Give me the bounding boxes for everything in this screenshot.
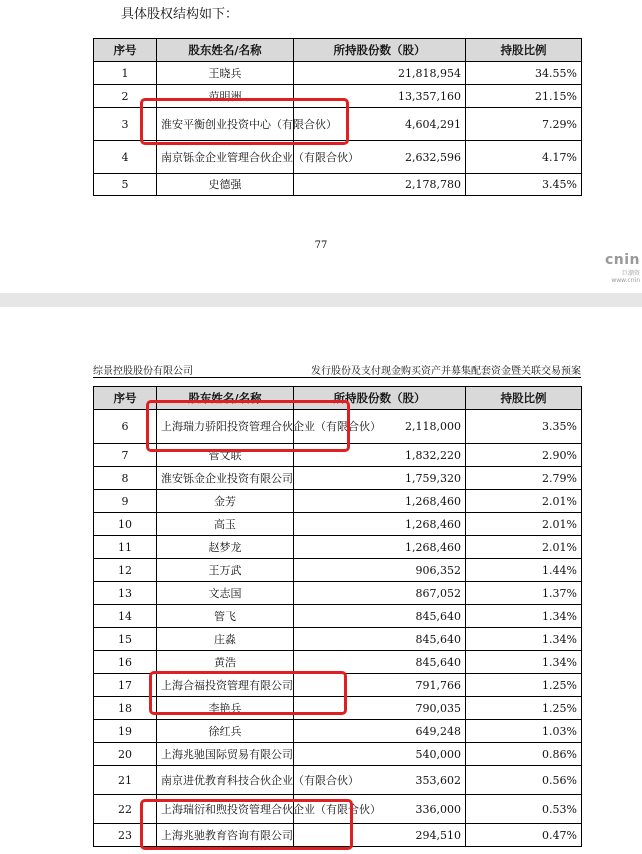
- cell-shares: 540,000: [294, 743, 466, 766]
- cell-no: 11: [94, 536, 157, 559]
- cell-ratio: 1.03%: [466, 720, 582, 743]
- watermark-main: cnin: [604, 252, 640, 268]
- cell-shares: 2,178,780: [294, 174, 466, 196]
- cell-shares: 353,602: [294, 766, 466, 795]
- table-row: [94, 467, 582, 490]
- cell-name: 赵梦龙: [157, 536, 294, 559]
- cell-no: 21: [94, 766, 157, 795]
- table-row: [94, 697, 582, 720]
- cell-shares: 1,268,460: [294, 536, 466, 559]
- cell-name: 李艳兵: [157, 697, 294, 720]
- cell-name: 高玉: [157, 513, 294, 536]
- cell-no: 12: [94, 559, 157, 582]
- cell-shares: 21,818,954: [294, 62, 466, 85]
- document-page-1: [0, 0, 642, 293]
- cell-ratio: 1.37%: [466, 582, 582, 605]
- cell-name: 庄淼: [157, 628, 294, 651]
- cell-ratio: 1.44%: [466, 559, 582, 582]
- column-header: 序号: [94, 387, 157, 410]
- cell-no: 4: [94, 141, 157, 174]
- cell-ratio: 4.17%: [466, 141, 582, 174]
- cell-ratio: 1.34%: [466, 628, 582, 651]
- table-header-row: [94, 39, 582, 62]
- cell-no: 10: [94, 513, 157, 536]
- cell-name: 南京进优教育科技合伙企业（有限合伙）: [157, 766, 294, 795]
- table-row: [94, 444, 582, 467]
- cell-no: 5: [94, 174, 157, 196]
- cell-ratio: 2.01%: [466, 490, 582, 513]
- table-row: [94, 651, 582, 674]
- cell-shares: 1,759,320: [294, 467, 466, 490]
- cell-shares: 867,052: [294, 582, 466, 605]
- cell-shares: 13,357,160: [294, 85, 466, 108]
- cell-name: 淮安铄金企业投资有限公司: [157, 467, 294, 490]
- table-row: [94, 536, 582, 559]
- cell-shares: 294,510: [294, 824, 466, 847]
- cell-ratio: 1.34%: [466, 605, 582, 628]
- shareholder-table-2: [93, 386, 582, 847]
- cell-ratio: 0.53%: [466, 795, 582, 824]
- cell-shares: 2,118,000: [294, 410, 466, 444]
- cell-shares: 336,000: [294, 795, 466, 824]
- column-header: 持股比例: [466, 39, 582, 62]
- cell-name: 史德强: [157, 174, 294, 196]
- cell-name: 上海瑞力骄阳投资管理合伙企业（有限合伙）: [157, 410, 294, 444]
- cell-ratio: 1.25%: [466, 674, 582, 697]
- page-number: 77: [314, 240, 328, 251]
- cell-no: 17: [94, 674, 157, 697]
- cell-no: 16: [94, 651, 157, 674]
- table-row: [94, 513, 582, 536]
- column-header: 所持股份数（股）: [294, 39, 466, 62]
- cell-shares: 791,766: [294, 674, 466, 697]
- cell-shares: 845,640: [294, 605, 466, 628]
- cell-ratio: 0.47%: [466, 824, 582, 847]
- cell-name: 黄浩: [157, 651, 294, 674]
- column-header: 序号: [94, 39, 157, 62]
- cell-name: 范明洲: [157, 85, 294, 108]
- header-rule: [93, 377, 581, 378]
- cell-shares: 649,248: [294, 720, 466, 743]
- running-header-title: 发行股份及支付现金购买资产并募集配套资金暨关联交易预案: [311, 366, 581, 377]
- cell-name: 上海兆驰国际贸易有限公司: [157, 743, 294, 766]
- cell-no: 7: [94, 444, 157, 467]
- cell-no: 3: [94, 108, 157, 141]
- cell-no: 6: [94, 410, 157, 444]
- column-header: 股东姓名/名称: [157, 39, 294, 62]
- cell-name: 上海合福投资管理有限公司: [157, 674, 294, 697]
- table-row: [94, 559, 582, 582]
- cell-no: 13: [94, 582, 157, 605]
- table-row: [94, 766, 582, 795]
- cell-ratio: 2.79%: [466, 467, 582, 490]
- table-row: [94, 410, 582, 444]
- table-row: [94, 628, 582, 651]
- column-header: 股东姓名/名称: [157, 387, 294, 410]
- cell-name: 王万武: [157, 559, 294, 582]
- cell-shares: 906,352: [294, 559, 466, 582]
- table-row: [94, 85, 582, 108]
- cell-ratio: 34.55%: [466, 62, 582, 85]
- cell-name: 上海兆驰教育咨询有限公司: [157, 824, 294, 847]
- watermark-sub-1: 巨潮资: [621, 270, 640, 277]
- cell-no: 18: [94, 697, 157, 720]
- running-header-company: 综景控股股份有限公司: [93, 366, 193, 377]
- cell-name: 管文联: [157, 444, 294, 467]
- page-gap: [0, 293, 642, 307]
- cell-no: 9: [94, 490, 157, 513]
- table-row: [94, 674, 582, 697]
- cell-no: 8: [94, 467, 157, 490]
- cell-shares: 845,640: [294, 651, 466, 674]
- cell-ratio: 2.01%: [466, 513, 582, 536]
- table-row: [94, 795, 582, 824]
- table-row: [94, 62, 582, 85]
- cell-ratio: 3.45%: [466, 174, 582, 196]
- cell-ratio: 0.56%: [466, 766, 582, 795]
- table-row: [94, 605, 582, 628]
- cell-shares: 4,604,291: [294, 108, 466, 141]
- table-row: [94, 743, 582, 766]
- cell-ratio: 1.34%: [466, 651, 582, 674]
- cell-name: 南京铄金企业管理合伙企业（有限合伙）: [157, 141, 294, 174]
- table-row: [94, 141, 582, 174]
- table-row: [94, 108, 582, 141]
- cell-name: 徐红兵: [157, 720, 294, 743]
- cell-no: 15: [94, 628, 157, 651]
- cell-ratio: 3.35%: [466, 410, 582, 444]
- cell-name: 淮安平衡创业投资中心（有限合伙）: [157, 108, 294, 141]
- cell-shares: 1,832,220: [294, 444, 466, 467]
- table-header-row: [94, 387, 582, 410]
- table-row: [94, 720, 582, 743]
- cell-name: 管飞: [157, 605, 294, 628]
- watermark-logo: [605, 252, 640, 284]
- cell-ratio: 2.01%: [466, 536, 582, 559]
- cell-no: 14: [94, 605, 157, 628]
- table-row: [94, 490, 582, 513]
- cell-name: 上海瑞衍和煦投资管理合伙企业（有限合伙）: [157, 795, 294, 824]
- watermark-sub-2: www.cnin: [611, 277, 640, 284]
- column-header: 所持股份数（股）: [294, 387, 466, 410]
- shareholder-table-1: [93, 38, 582, 196]
- cell-shares: 1,268,460: [294, 490, 466, 513]
- cell-ratio: 21.15%: [466, 85, 582, 108]
- cell-shares: 845,640: [294, 628, 466, 651]
- cell-no: 1: [94, 62, 157, 85]
- cell-name: 文志国: [157, 582, 294, 605]
- cell-ratio: 1.25%: [466, 697, 582, 720]
- intro-text: 具体股权结构如下：: [121, 7, 239, 22]
- table-row: [94, 174, 582, 196]
- cell-shares: 2,632,596: [294, 141, 466, 174]
- column-header: 持股比例: [466, 387, 582, 410]
- cell-no: 20: [94, 743, 157, 766]
- cell-name: 王晓兵: [157, 62, 294, 85]
- cell-ratio: 7.29%: [466, 108, 582, 141]
- table-row: [94, 582, 582, 605]
- cell-shares: 1,268,460: [294, 513, 466, 536]
- table-row: [94, 824, 582, 847]
- cell-shares: 790,035: [294, 697, 466, 720]
- cell-no: 23: [94, 824, 157, 847]
- cell-no: 22: [94, 795, 157, 824]
- cell-ratio: 2.90%: [466, 444, 582, 467]
- cell-ratio: 0.86%: [466, 743, 582, 766]
- cell-no: 19: [94, 720, 157, 743]
- cell-name: 金芳: [157, 490, 294, 513]
- cell-no: 2: [94, 85, 157, 108]
